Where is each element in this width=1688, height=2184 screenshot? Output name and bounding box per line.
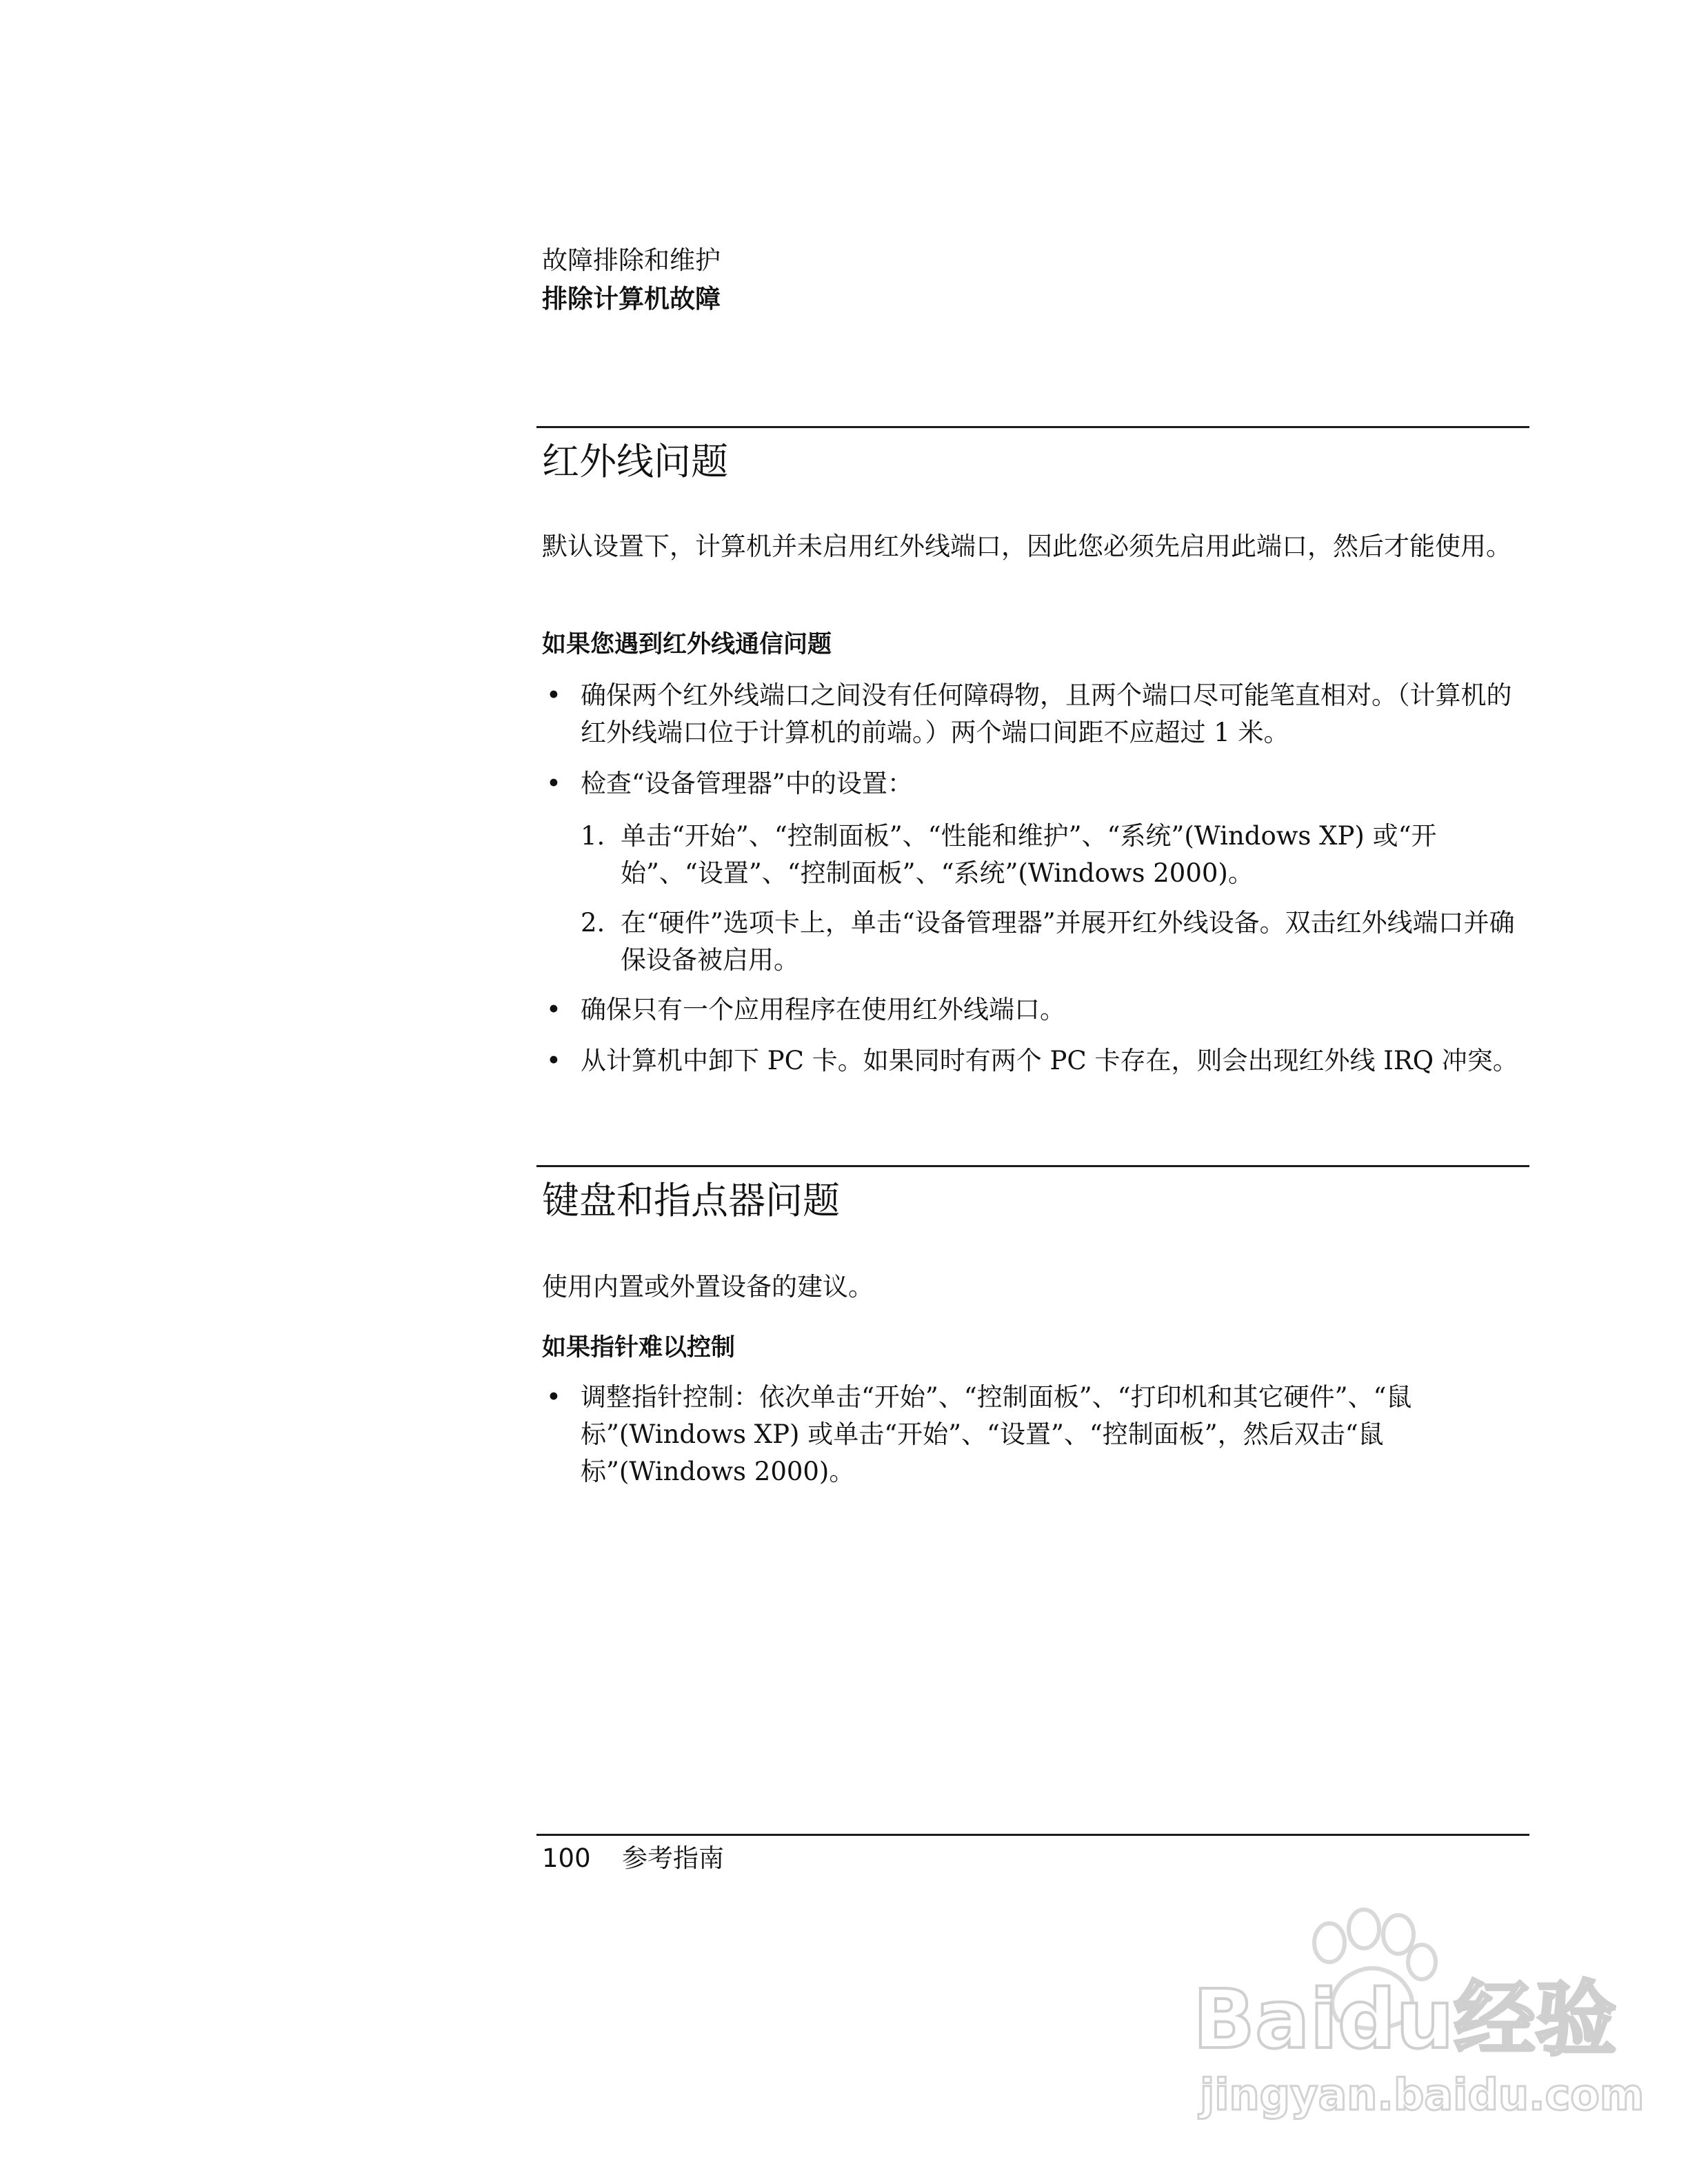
watermark — [1172, 1903, 1645, 2130]
step-number: 2. — [581, 908, 605, 938]
page-number: 100 — [542, 1843, 591, 1873]
bullet-text: 调整指针控制：依次单击“开始”、“控制面板”、“打印机和其它硬件”、“鼠标”(Windows XP) 或单击“开始”、“设置”、“控制面板”，然后双击“鼠标”(Windows 2000)。 — [581, 1382, 1412, 1486]
section-title-keyboard: 键盘和指点器问题 — [542, 1179, 840, 1222]
bullet-marker: • — [546, 1046, 561, 1075]
keyboard-bullet-1 — [542, 1379, 1528, 1490]
infrared-step-1 — [581, 818, 1528, 892]
keyboard-subheading: 如果指针难以控制 — [542, 1334, 736, 1362]
bullet-marker: • — [546, 769, 561, 798]
infrared-subheading: 如果您遇到红外线通信问题 — [542, 631, 832, 658]
keyboard-intro: 使用内置或外置设备的建议。 — [542, 1272, 874, 1302]
infrared-bullet-3 — [542, 991, 1528, 1029]
infrared-intro: 默认设置下，计算机并未启用红外线端口，因此您必须先启用此端口，然后才能使用。 — [542, 532, 1511, 561]
infrared-bullet-2 — [542, 765, 1528, 802]
bullet-text: 确保两个红外线端口之间没有任何障碍物，且两个端口尽可能笔直相对。（计算机的红外线端口位于计算机的前端。）两个端口间距不应超过 1 米。 — [581, 680, 1512, 747]
step-text: 单击“开始”、“控制面板”、“性能和维护”、“系统”(Windows XP) 或“开始”、“设置”、“控制面板”、“系统”(Windows 2000)。 — [621, 821, 1437, 888]
bullet-text: 确保只有一个应用程序在使用红外线端口。 — [581, 995, 1065, 1024]
step-number: 1. — [581, 821, 605, 851]
section-divider-infrared — [536, 426, 1529, 428]
bullet-marker: • — [546, 1382, 561, 1412]
infrared-step-2 — [581, 904, 1528, 979]
bullet-marker: • — [546, 995, 561, 1024]
watermark-brand: Baidu经验 — [1193, 1972, 1617, 2067]
bullet-text: 检查“设备管理器”中的设置： — [581, 769, 913, 798]
running-header-chapter: 故障排除和维护 — [542, 245, 721, 275]
guide-title: 参考指南 — [622, 1843, 724, 1873]
infrared-bullet-4 — [542, 1042, 1528, 1117]
section-divider-keyboard — [536, 1165, 1529, 1167]
bullet-marker: • — [546, 680, 561, 710]
running-header-section: 排除计算机故障 — [542, 284, 721, 314]
step-text: 在“硬件”选项卡上，单击“设备管理器”并展开红外线设备。双击红外线端口并确保设备被启用。 — [621, 908, 1515, 975]
paw-icon — [1172, 1903, 1645, 2130]
section-title-infrared: 红外线问题 — [542, 440, 728, 483]
infrared-bullet-1 — [542, 677, 1528, 751]
bullet-text: 从计算机中卸下 PC 卡。如果同时有两个 PC 卡存在，则会出现红外线 IRQ 冲突。 — [581, 1046, 1518, 1075]
footer-divider — [536, 1834, 1529, 1836]
watermark-url: jingyan.baidu.com — [1200, 2070, 1645, 2120]
